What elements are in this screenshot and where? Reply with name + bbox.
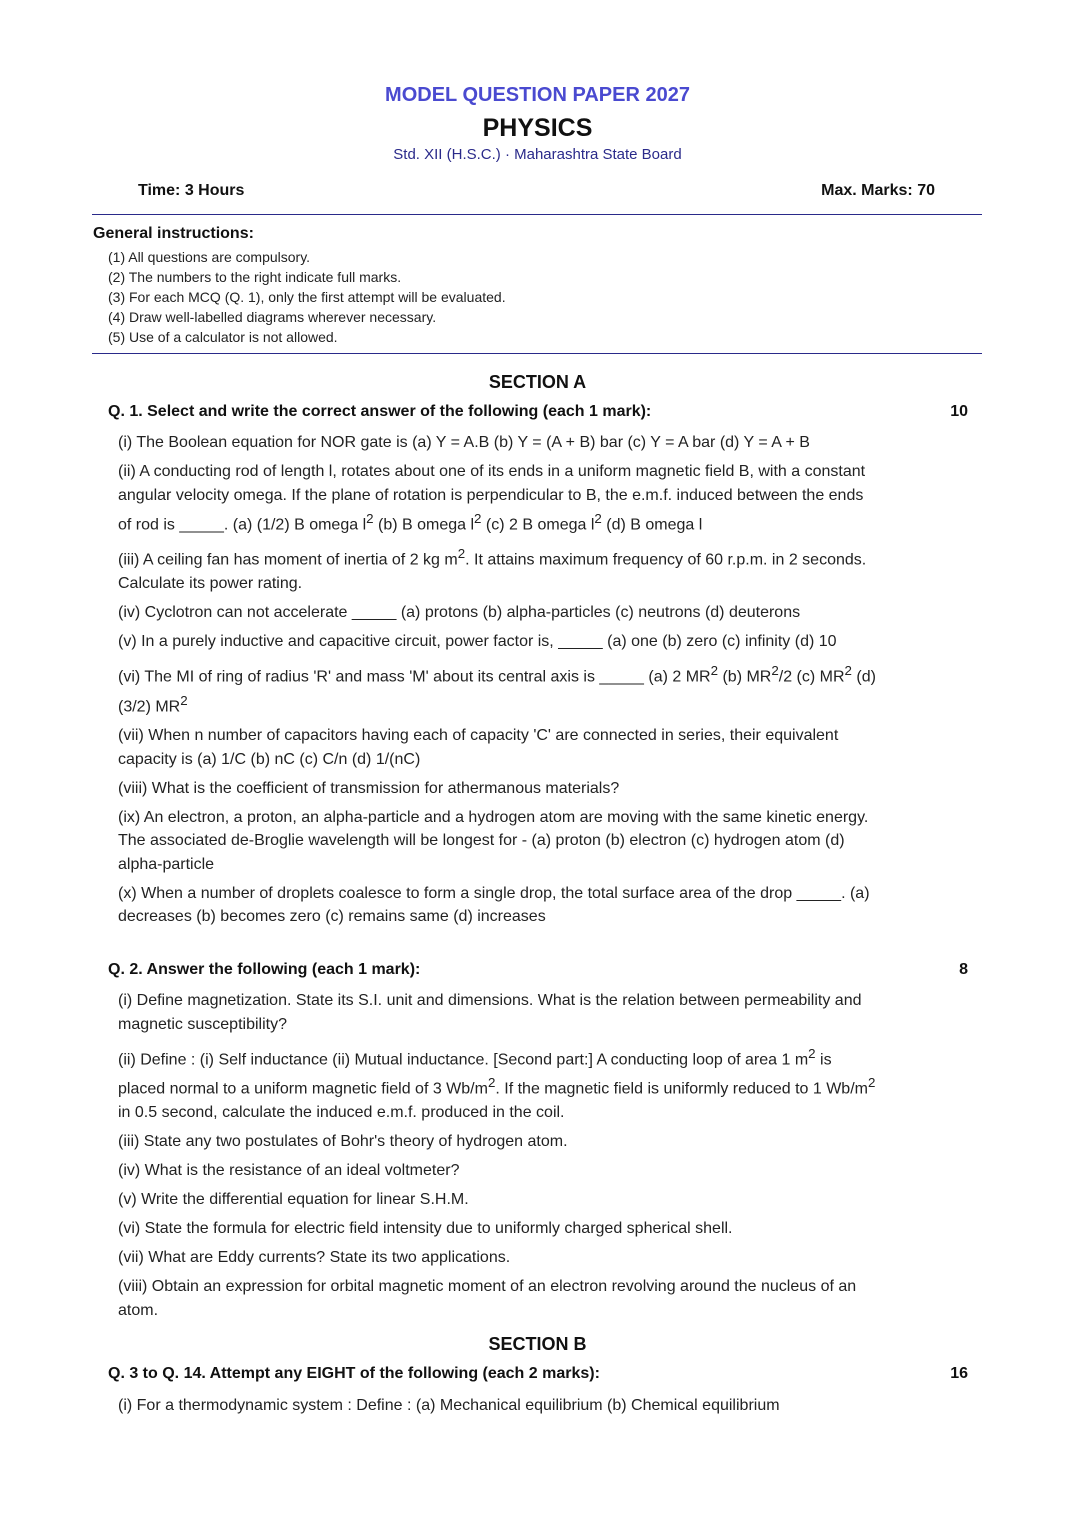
instruction-item: (5) Use of a calculator is not allowed. <box>108 329 338 345</box>
question-item: (i) Define magnetization. State its S.I. unit and dimensions. What is the relation between permeability and magnetic susceptibility? <box>118 992 862 1033</box>
paper-title: MODEL QUESTION PAPER 2027 <box>385 84 690 106</box>
instruction-item: (3) For each MCQ (Q. 1), only the first attempt will be evaluated. <box>108 289 506 305</box>
question-item: (i) For a thermodynamic system : Define : (a) Mechanical equilibrium (b) Chemical equilibrium <box>118 1397 780 1414</box>
section-b-title: SECTION B <box>488 1334 587 1354</box>
question-marks: 8 <box>959 961 968 978</box>
question-item: (ix) An electron, a proton, an alpha-particle and a hydrogen atom are moving with the same kinetic energy. The associated de-Broglie wavelength will be longest for - (a) proton (b) electron (c) hydrogen atom (d) alpha-particle <box>118 808 869 873</box>
instructions-heading: General instructions: <box>93 225 254 242</box>
subject-title: PHYSICS <box>482 114 593 142</box>
question-item: (vi) State the formula for electric field intensity due to uniformly charged spherical shell. <box>118 1220 733 1238</box>
instruction-item: (2) The numbers to the right indicate full marks. <box>108 269 402 285</box>
question-marks: 10 <box>950 403 968 420</box>
question-item: (viii) What is the coefficient of transmission for athermanous materials? <box>118 779 620 797</box>
max-marks-label: Max. Marks: 70 <box>821 182 935 199</box>
question-item: (ii) Define : (i) Self inductance (ii) Mutual inductance. [Second part:] A conducting loop of area 1 $m^2$ is placed normal to a uniform magnetic field of 3 $Wb/m^2$. If the magnetic field is uniformly reduced to 1 $Wb/m^2$ in 0.5 second, calculate the induced e.m.f. produced in the coil. <box>118 1045 876 1122</box>
question-item: (iii) State any two postulates of Bohr's theory of hydrogen atom. <box>118 1133 568 1151</box>
question-item: (x) When a number of droplets coalesce to form a single drop, the total surface area of the drop _____. (a) decreases (b) becomes zero (c) remains same (d) increases <box>118 884 870 926</box>
instructions-list <box>108 247 506 347</box>
question-2-heading <box>108 961 968 979</box>
question-item: (iv) What is the resistance of an ideal voltmeter? <box>118 1162 460 1180</box>
header-divider <box>92 214 982 215</box>
question-1-heading <box>108 403 968 421</box>
question-3-items <box>118 1394 918 1423</box>
question-item: (v) In a purely inductive and capacitive circuit, power factor is, _____ (a) one (b) zero (c) infinity (d) 10 <box>118 633 837 651</box>
question-marks: 16 <box>950 1365 968 1382</box>
question-heading-text: Q. 3 to Q. 14. Attempt any EIGHT of the following (each 2 marks): <box>108 1365 600 1382</box>
question-item: (i) The Boolean equation for NOR gate is (a) Y = A.B (b) Y = (A + B) bar (c) Y = A bar (d) Y = A + B <box>118 434 810 451</box>
instruction-item: (1) All questions are compulsory. <box>108 249 311 265</box>
question-1-items <box>118 431 880 934</box>
question-item: (vii) When n number of capacitors having each of capacity 'C' are connected in series, their equivalent capacity is (a) 1/C (b) nC (c) C/n (d) 1/(nC) <box>118 727 839 768</box>
question-item: (iv) Cyclotron can not accelerate _____ (a) protons (b) alpha-particles (c) neutrons (d) deuterons <box>118 604 801 622</box>
instruction-item: (4) Draw well-labelled diagrams wherever necessary. <box>108 309 437 325</box>
question-item: (v) Write the differential equation for linear S.H.M. <box>118 1191 469 1209</box>
question-item: (vii) What are Eddy currents? State its two applications. <box>118 1249 511 1267</box>
question-2-items <box>118 989 880 1328</box>
question-item: (vi) The MI of ring of radius 'R' and mass 'M' about its central axis is _____ (a) 2 $MR^2$ (b) $MR^2/2$ (c) $MR^2$ (d) (3/2) $MR^2$ <box>118 663 876 716</box>
question-heading-text: Q. 1. Select and write the correct answer of the following (each 1 mark): <box>108 403 652 420</box>
time-label: Time: 3 Hours <box>138 182 245 199</box>
question-3-heading <box>108 1365 968 1383</box>
board-line: Std. XII (H.S.C.) · Maharashtra State Board <box>393 146 682 163</box>
question-item: (iii) A ceiling fan has moment of inertia of 2 kg $m^2$. It attains maximum frequency of 60 r.p.m. in 2 seconds. Calculate its power rating. <box>118 546 867 593</box>
question-item: (viii) Obtain an expression for orbital magnetic moment of an electron revolving around the nucleus of an atom. <box>118 1278 857 1319</box>
instructions-divider <box>92 353 982 354</box>
section-a-title: SECTION A <box>488 372 587 392</box>
question-item: (ii) A conducting rod of length l, rotates about one of its ends in a uniform magnetic field B, with a constant angular velocity omega. If the plane of rotation is perpendicular to B, the e.m.f. induced between the ends of rod is _____. (a) (1/2) B omega $l^2$ (b) B omega $l^2$ (c) 2 B omega $l^2$ (d) B omega l <box>118 463 866 534</box>
question-heading-text: Q. 2. Answer the following (each 1 mark): <box>108 961 421 978</box>
